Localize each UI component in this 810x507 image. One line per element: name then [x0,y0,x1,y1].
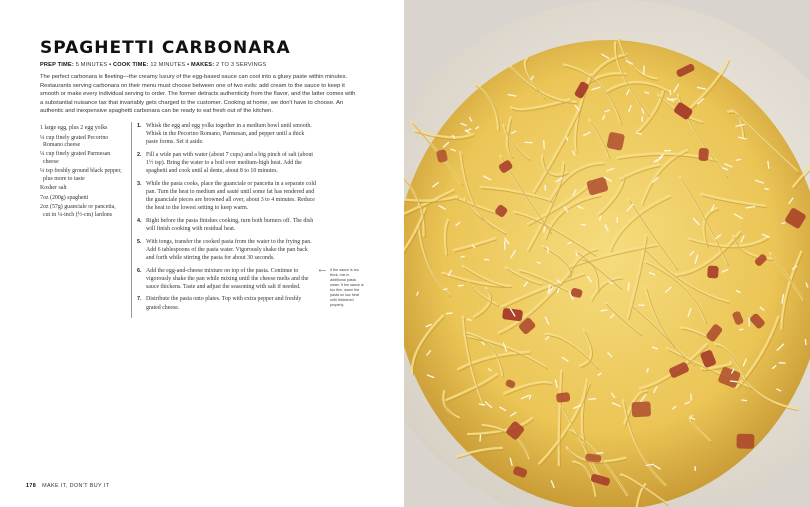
guanciale-piece [556,392,571,403]
step-text: Add the egg-and-cheese mixture on top of the pasta. Continue to vigorously shake the pan while mixing until the cheese melts and the sauce thickens. Taste and adjust the seasoning with salt if needed. [146,267,309,290]
column-divider [131,122,132,318]
step-number: 6. [137,267,142,274]
ingredient-item: ¼ cup finely grated Pecorino Romano cheese [40,134,109,148]
prep-time-value: 5 MINUTES [75,62,108,68]
cheese-shred [805,339,806,344]
step-number: 3. [137,180,142,187]
cheese-shred [736,160,740,161]
prep-time-label: PREP TIME: [40,62,74,68]
cheese-shred [768,161,769,168]
meta-separator: • [187,62,190,68]
recipe-intro: The perfect carbonara is fleeting—the creamy luxury of the egg-based sauce can cool into a gluey paste within minutes. Restaurants serving carbonara on their menu must choose between one of two evils: add cream to the sauce to keep it smooth or make every individual serving to order. The former detracts authenticity from the flavor, and the latter comes with a substantial nuisance tax that invariably gets charged to the customer. Cooking at home, we don't have to choose. An authentic and inexpensive spaghetti carbonara can be ready to eat fresh out of the kitchen. [40,74,356,115]
step-item [137,151,317,176]
guanciale-piece [698,148,709,161]
cheese-shred [670,90,671,94]
book-title: MAKE IT, DON'T BUY IT [42,483,110,489]
step-item [137,217,317,233]
cheese-shred [444,289,447,290]
cheese-shred [479,404,485,405]
guanciale-piece [606,132,625,151]
step-number: 4. [137,217,142,224]
cheese-shred [765,189,768,190]
step-text: Distribute the pasta onto plates. Top with extra pepper and freshly grated cheese. [146,296,302,311]
ingredient-item: 1 large egg, plus 2 egg yolks [40,125,108,131]
cheese-shred [567,137,568,140]
step-number: 2. [137,151,142,158]
step-text: Whisk the egg and egg yolks together in a medium bowl until smooth. Whisk in the Pecorino Romano, Parmesan, and pepper until a thick paste forms. Set it aside. [146,123,312,146]
cheese-shred [601,310,607,311]
guanciale-piece [736,434,754,449]
step-number: 1. [137,123,142,129]
guanciale-piece [707,265,719,278]
cheese-shred [548,247,549,252]
step-text: Right before the pasta finishes cooking, turn both burners off. The dish will finish cooking with residual heat. [146,217,314,233]
arrow-left-icon [318,269,326,272]
step-item [137,295,317,311]
pasta-bowl-image [404,0,810,507]
step-item [137,180,317,213]
step-text: While the pasta cooks, place the guanciale or pancetta in a separate cold pan. Turn the heat to medium and sauté until some fat has rendered and the guanciale pieces are browned all over, about 3 to 4 minutes. Reduce the heat to the lowest setting to keep warm. [146,180,316,212]
cheese-shred [485,259,489,260]
step-item [137,267,317,292]
meta-separator: • [109,62,112,68]
cheese-shred [461,256,464,257]
step-item [137,238,317,263]
carbonara-photo [404,0,810,507]
cheese-shred [782,223,785,224]
cheese-shred [480,435,481,441]
step-text: Fill a wide pan with water (about 7 cups) and a big pinch of salt (about 1½ tsp). Bring the water to a boil over medium-high heat. Add the spaghetti and cook until al dente, about 8 to 10 minutes. [146,151,314,175]
step-item [137,122,317,147]
makes-label: MAKES: [191,62,215,68]
ingredient-item: 2oz (57g) guanciale or pancetta, cut in ¼-inch (½-cm) lardons [40,204,116,218]
cheese-shred [740,329,743,330]
side-note [320,268,366,308]
page-footer [26,483,109,489]
cheese-shred [742,400,747,401]
cheese-shred [637,133,641,134]
guanciale-piece [502,308,523,322]
recipe-page [0,0,404,507]
ingredient-item: Kosher salt [40,185,67,192]
recipe-meta [40,62,266,68]
cheese-shred [589,399,596,400]
recipe-title: SPAGHETTI CARBONARA [40,38,291,58]
ingredient-item: ¼ tsp freshly ground black pepper, plus more to taste [40,168,122,182]
step-text: With tongs, transfer the cooked pasta from the water to the frying pan. Add 6 tablespoons of the pasta water. Vigorously shake the pan back and forth while stirring the pasta for about 30 seconds. [146,238,312,262]
cheese-shred [644,66,645,74]
cook-time-value: 12 MINUTES [150,62,186,68]
makes-value: 2 TO 3 SERVINGS [216,62,267,68]
cook-time-label: COOK TIME: [113,62,149,68]
cheese-shred [730,381,737,382]
step-number: 5. [137,238,142,245]
ingredient-item: ¼ cup finely grated Parmesan cheese [40,151,111,165]
ingredient-item: 7oz (200g) spaghetti [40,194,89,201]
step-number: 7. [137,296,142,303]
cheese-shred [779,363,785,364]
cheese-shred [691,394,692,400]
side-note-text: If the sauce is too thick, mix in additional pasta water. If the sauce is too thin, warm the pasta on low heat until thickened properly. [330,268,364,307]
cheese-shred [447,313,453,314]
cheese-shred [628,283,629,291]
page-number: 178 [26,483,37,489]
guanciale-piece [631,401,651,417]
cheese-shred [544,141,545,149]
cheese-shred [647,369,648,372]
step-list [137,122,317,316]
ingredient-list [40,125,124,221]
